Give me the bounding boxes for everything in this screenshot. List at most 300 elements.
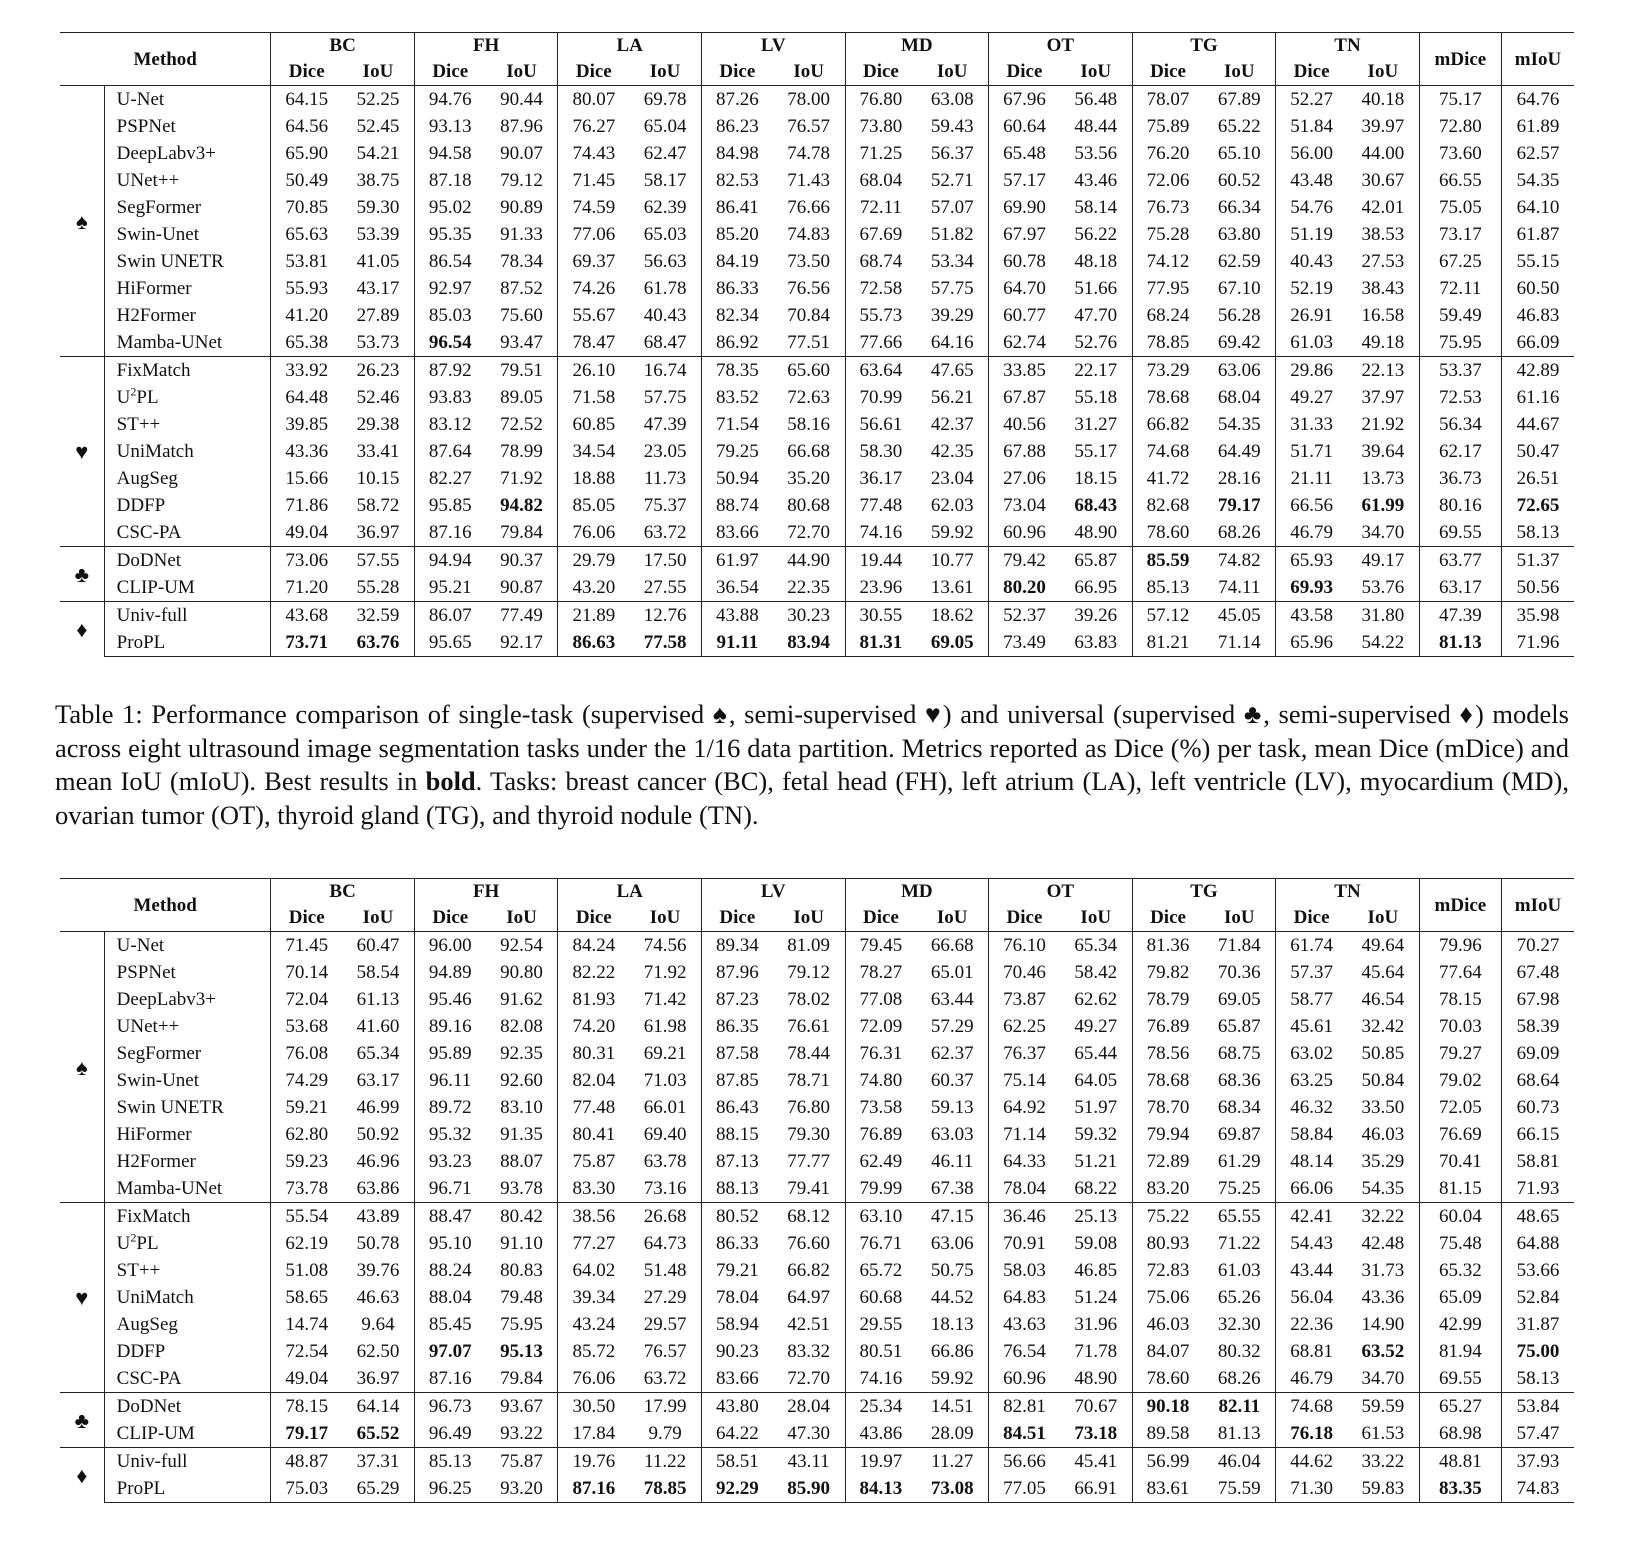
metric-cell: 27.55 <box>629 574 701 602</box>
metric-cell: 88.47 <box>414 1203 485 1231</box>
metric-cell: 56.34 <box>1419 411 1501 438</box>
metric-cell: 70.85 <box>285 197 329 218</box>
metric-cell: 56.63 <box>629 248 701 275</box>
metric-cell: 91.33 <box>486 221 558 248</box>
metric-cell: 36.46 <box>989 1203 1060 1231</box>
table-row <box>60 574 1574 602</box>
metric-cell: 26.68 <box>629 1203 701 1231</box>
metric-cell: 46.11 <box>916 1148 988 1175</box>
metric-cell: 76.89 <box>859 1124 903 1145</box>
metric-cell: 51.08 <box>285 1260 329 1281</box>
metric-cell: 96.25 <box>414 1475 485 1503</box>
task-header: TG <box>1132 33 1276 59</box>
metric-cell: 91.62 <box>486 986 558 1013</box>
group-symbol: ♦ <box>60 1448 104 1503</box>
metric-cell: 75.60 <box>486 302 558 329</box>
metric-cell: 91.11 <box>701 629 772 657</box>
metric-cell: 63.08 <box>916 86 988 114</box>
metric-cell: 53.56 <box>1060 140 1132 167</box>
table-row <box>60 1311 1574 1338</box>
metric-cell: 65.72 <box>859 1260 903 1281</box>
metric-cell: 72.06 <box>1146 170 1190 191</box>
metric-cell: 17.99 <box>629 1393 701 1421</box>
metric-cell: 32.22 <box>1347 1203 1419 1231</box>
metric-cell: 42.41 <box>1276 1203 1347 1231</box>
metric-cell: 31.33 <box>1290 414 1333 435</box>
metric-cell: 87.18 <box>428 170 472 191</box>
metric-cell: 80.20 <box>1003 577 1046 598</box>
metric-cell: 89.16 <box>428 1016 472 1037</box>
metric-cell: 78.27 <box>859 962 903 983</box>
metric-cell: 66.01 <box>629 1094 701 1121</box>
table-row <box>60 492 1574 519</box>
metric-cell: 75.06 <box>1146 1287 1190 1308</box>
metric-cell: 64.10 <box>1516 197 1560 218</box>
metric-cell: 71.84 <box>1203 932 1275 960</box>
metric-cell: 61.53 <box>1347 1420 1419 1448</box>
metric-cell: 65.03 <box>629 221 701 248</box>
metric-cell: 55.28 <box>342 574 414 602</box>
task-header: TN <box>1276 33 1420 59</box>
iou-subheader: IoU <box>629 904 701 932</box>
metric-cell: 93.22 <box>486 1420 558 1448</box>
metric-cell: 52.84 <box>1516 1287 1560 1308</box>
metric-cell: 65.55 <box>1203 1203 1275 1231</box>
dice-subheader: Dice <box>575 61 612 82</box>
metric-cell: 69.05 <box>916 629 988 657</box>
metric-cell: 53.76 <box>1347 574 1419 602</box>
metric-cell: 81.93 <box>572 989 616 1010</box>
metric-cell: 75.87 <box>486 1448 558 1476</box>
metric-cell: 29.55 <box>859 1314 903 1335</box>
metric-cell: 82.53 <box>715 170 759 191</box>
metric-cell: 96.54 <box>428 332 472 353</box>
metric-cell: 75.28 <box>1146 224 1190 245</box>
metric-cell: 61.98 <box>629 1013 701 1040</box>
metric-cell: 48.14 <box>1290 1151 1333 1172</box>
metric-cell: 22.13 <box>1347 357 1419 385</box>
metric-cell: 45.05 <box>1203 602 1275 630</box>
metric-cell: 23.96 <box>859 577 903 598</box>
metric-cell: 83.35 <box>1419 1475 1501 1503</box>
metric-cell: 34.70 <box>1347 519 1419 547</box>
metric-cell: 91.10 <box>486 1230 558 1257</box>
metric-cell: 53.84 <box>1502 1393 1574 1421</box>
metric-cell: 25.13 <box>1060 1203 1132 1231</box>
metric-cell: 68.26 <box>1203 1365 1275 1393</box>
metric-cell: 50.92 <box>342 1121 414 1148</box>
metric-cell: 92.35 <box>486 1040 558 1067</box>
metric-cell: 75.05 <box>1419 194 1501 221</box>
metric-cell: 59.08 <box>1060 1230 1132 1257</box>
metric-cell: 79.17 <box>285 1423 329 1444</box>
metric-cell: 27.06 <box>1003 468 1046 489</box>
dice-subheader: Dice <box>432 61 469 82</box>
metric-cell: 86.35 <box>715 1016 759 1037</box>
metric-cell: 76.27 <box>572 116 616 137</box>
table-row <box>60 547 1574 575</box>
table-2-body <box>60 932 1574 1503</box>
iou-subheader: IoU <box>1060 58 1132 86</box>
metric-cell: 44.67 <box>1516 414 1560 435</box>
metric-cell: 22.17 <box>1060 357 1132 385</box>
metric-cell: 95.13 <box>486 1338 558 1365</box>
metric-cell: 58.72 <box>342 492 414 519</box>
metric-cell: 95.10 <box>428 1233 472 1254</box>
metric-cell: 69.40 <box>629 1121 701 1148</box>
metric-cell: 60.85 <box>572 414 616 435</box>
metric-cell: 70.99 <box>859 387 903 408</box>
table-row <box>60 1475 1574 1503</box>
metric-cell: 39.85 <box>285 414 329 435</box>
method-name: Mamba-UNet <box>104 1175 271 1203</box>
mdice-header: mDice <box>1419 33 1501 86</box>
metric-cell: 74.29 <box>285 1070 329 1091</box>
metric-cell: 53.73 <box>342 329 414 357</box>
metric-cell: 32.30 <box>1203 1311 1275 1338</box>
metric-cell: 62.50 <box>342 1338 414 1365</box>
task-header: LA <box>558 879 702 905</box>
metric-cell: 46.79 <box>1290 1368 1333 1389</box>
metric-cell: 67.88 <box>1003 441 1046 462</box>
metric-cell: 76.69 <box>1419 1121 1501 1148</box>
caption-text: Table 1: Performance comparison of single-task (supervised ♠, semi-supervised ♥) and universal (supervised ♣, semi-supervised ♦) models across eight ultrasound image segmentation tasks under the 1/16 data partition. Metrics reported as Dice (%) per task, mean Dice (mDice) and mean IoU (mIoU). Best results in <box>55 699 1569 796</box>
metric-cell: 80.31 <box>572 1043 616 1064</box>
task-header: BC <box>271 879 415 905</box>
metric-cell: 63.78 <box>629 1148 701 1175</box>
metric-cell: 79.84 <box>486 1365 558 1393</box>
metric-cell: 75.22 <box>1132 1203 1203 1231</box>
metric-cell: 81.09 <box>773 932 845 960</box>
metric-cell: 11.22 <box>629 1448 701 1476</box>
metric-cell: 79.45 <box>845 932 916 960</box>
metric-cell: 71.93 <box>1516 1178 1560 1199</box>
metric-cell: 60.64 <box>1003 116 1046 137</box>
metric-cell: 68.36 <box>1203 1067 1275 1094</box>
metric-cell: 65.87 <box>1203 1013 1275 1040</box>
metric-cell: 60.68 <box>859 1287 903 1308</box>
metric-cell: 85.13 <box>414 1448 485 1476</box>
table-row <box>60 438 1574 465</box>
metric-cell: 31.73 <box>1347 1257 1419 1284</box>
metric-cell: 83.52 <box>715 387 759 408</box>
metric-cell: 54.43 <box>1290 1233 1333 1254</box>
table-1-body <box>60 86 1574 657</box>
metric-cell: 67.10 <box>1203 275 1275 302</box>
metric-cell: 64.33 <box>1003 1151 1046 1172</box>
metric-cell: 96.11 <box>429 1070 472 1091</box>
metric-cell: 63.52 <box>1347 1338 1419 1365</box>
metric-cell: 87.23 <box>715 989 759 1010</box>
table-row <box>60 1094 1574 1121</box>
iou-subheader: IoU <box>773 904 845 932</box>
metric-cell: 56.61 <box>859 414 903 435</box>
metric-cell: 36.97 <box>342 1365 414 1393</box>
metric-cell: 69.93 <box>1290 577 1333 598</box>
metric-cell: 58.94 <box>715 1314 759 1335</box>
metric-cell: 84.19 <box>715 251 759 272</box>
method-name: HiFormer <box>104 1121 271 1148</box>
metric-cell: 63.17 <box>342 1067 414 1094</box>
metric-cell: 59.92 <box>916 1365 988 1393</box>
metric-cell: 48.18 <box>1060 248 1132 275</box>
metric-cell: 81.13 <box>1203 1420 1275 1448</box>
metric-cell: 68.74 <box>859 251 903 272</box>
metric-cell: 93.20 <box>486 1475 558 1503</box>
metric-cell: 78.07 <box>1132 86 1203 114</box>
metric-cell: 71.86 <box>285 495 329 516</box>
metric-cell: 65.48 <box>1003 143 1046 164</box>
metric-cell: 10.15 <box>342 465 414 492</box>
metric-cell: 89.05 <box>486 384 558 411</box>
metric-cell: 66.68 <box>773 438 845 465</box>
metric-cell: 62.59 <box>1203 248 1275 275</box>
metric-cell: 33.50 <box>1347 1094 1419 1121</box>
metric-cell: 64.83 <box>1003 1287 1046 1308</box>
metric-cell: 34.70 <box>1347 1365 1419 1393</box>
metric-cell: 53.66 <box>1516 1260 1560 1281</box>
metric-cell: 40.18 <box>1347 86 1419 114</box>
metric-cell: 76.60 <box>773 1230 845 1257</box>
metric-cell: 86.43 <box>715 1097 759 1118</box>
metric-cell: 82.04 <box>572 1070 616 1091</box>
table-row <box>60 1257 1574 1284</box>
metric-cell: 81.15 <box>1419 1175 1501 1203</box>
metric-cell: 33.41 <box>342 438 414 465</box>
metric-cell: 69.78 <box>629 86 701 114</box>
metric-cell: 93.13 <box>428 116 472 137</box>
metric-cell: 69.09 <box>1516 1043 1560 1064</box>
metric-cell: 31.87 <box>1516 1314 1560 1335</box>
metric-cell: 14.74 <box>285 1314 329 1335</box>
metric-cell: 49.17 <box>1347 547 1419 575</box>
metric-cell: 95.85 <box>428 495 472 516</box>
group-symbol: ♣ <box>60 1393 104 1448</box>
metric-cell: 65.34 <box>1060 932 1132 960</box>
metric-cell: 76.80 <box>845 86 916 114</box>
metric-cell: 75.37 <box>629 492 701 519</box>
metric-cell: 66.91 <box>1060 1475 1132 1503</box>
metric-cell: 62.25 <box>1003 1016 1046 1037</box>
metric-cell: 63.72 <box>629 1365 701 1393</box>
metric-cell: 56.00 <box>1290 143 1333 164</box>
metric-cell: 45.61 <box>1290 1016 1333 1037</box>
metric-cell: 89.72 <box>428 1097 472 1118</box>
metric-cell: 72.58 <box>859 278 903 299</box>
metric-cell: 79.42 <box>989 547 1060 575</box>
metric-cell: 84.13 <box>845 1475 916 1503</box>
dice-subheader: Dice <box>862 907 899 928</box>
metric-cell: 82.11 <box>1203 1393 1275 1421</box>
metric-cell: 46.04 <box>1203 1448 1275 1476</box>
metric-cell: 29.79 <box>558 547 629 575</box>
metric-cell: 86.33 <box>715 1233 759 1254</box>
metric-cell: 62.17 <box>1419 438 1501 465</box>
metric-cell: 63.17 <box>1419 574 1501 602</box>
table-row <box>60 465 1574 492</box>
metric-cell: 65.60 <box>773 357 845 385</box>
method-name: UNet++ <box>104 167 271 194</box>
metric-cell: 58.65 <box>285 1287 329 1308</box>
metric-cell: 84.07 <box>1146 1341 1190 1362</box>
table-row <box>60 1393 1574 1421</box>
metric-cell: 81.21 <box>1132 629 1203 657</box>
metric-cell: 43.44 <box>1290 1260 1333 1281</box>
metric-cell: 39.29 <box>916 302 988 329</box>
metric-cell: 74.59 <box>572 197 616 218</box>
metric-cell: 58.13 <box>1516 522 1560 543</box>
metric-cell: 51.84 <box>1290 116 1333 137</box>
metric-cell: 62.62 <box>1060 986 1132 1013</box>
metric-cell: 78.70 <box>1146 1097 1190 1118</box>
metric-cell: 46.03 <box>1146 1314 1190 1335</box>
metric-cell: 90.37 <box>486 547 558 575</box>
metric-cell: 41.20 <box>285 305 329 326</box>
metric-cell: 43.20 <box>572 577 616 598</box>
method-name: DoDNet <box>104 1393 271 1421</box>
method-name: CSC-PA <box>104 1365 271 1393</box>
metric-cell: 80.41 <box>572 1124 616 1145</box>
metric-cell: 43.58 <box>1276 602 1347 630</box>
metric-cell: 92.17 <box>486 629 558 657</box>
metric-cell: 76.37 <box>1003 1043 1046 1064</box>
task-header: MD <box>845 879 989 905</box>
table-row <box>60 140 1574 167</box>
metric-cell: 79.48 <box>486 1284 558 1311</box>
group-symbol: ♠ <box>60 932 104 1203</box>
metric-cell: 52.27 <box>1276 86 1347 114</box>
metric-cell: 74.82 <box>1203 547 1275 575</box>
task-header: MD <box>845 33 989 59</box>
metric-cell: 65.93 <box>1276 547 1347 575</box>
metric-cell: 73.80 <box>859 116 903 137</box>
metric-cell: 58.03 <box>1003 1260 1046 1281</box>
metric-cell: 60.78 <box>1003 251 1046 272</box>
metric-cell: 60.96 <box>1003 522 1046 543</box>
metric-cell: 68.12 <box>773 1203 845 1231</box>
dice-subheader: Dice <box>1006 61 1043 82</box>
metric-cell: 58.17 <box>629 167 701 194</box>
metric-cell: 38.75 <box>342 167 414 194</box>
metric-cell: 33.92 <box>271 357 342 385</box>
metric-cell: 68.64 <box>1516 1070 1560 1091</box>
metric-cell: 51.21 <box>1060 1148 1132 1175</box>
metric-cell: 9.64 <box>342 1311 414 1338</box>
metric-cell: 74.11 <box>1203 574 1275 602</box>
metric-cell: 85.59 <box>1132 547 1203 575</box>
metric-cell: 74.68 <box>1276 1393 1347 1421</box>
metric-cell: 63.76 <box>342 629 414 657</box>
metric-cell: 70.46 <box>1003 962 1046 983</box>
metric-cell: 43.46 <box>1060 167 1132 194</box>
metric-cell: 64.22 <box>715 1423 759 1444</box>
metric-cell: 75.89 <box>1146 116 1190 137</box>
metric-cell: 53.34 <box>916 248 988 275</box>
method-name: AugSeg <box>104 465 271 492</box>
metric-cell: 75.14 <box>1003 1070 1046 1091</box>
metric-cell: 69.37 <box>572 251 616 272</box>
metric-cell: 19.97 <box>845 1448 916 1476</box>
metric-cell: 70.91 <box>1003 1233 1046 1254</box>
metric-cell: 64.02 <box>572 1260 616 1281</box>
metric-cell: 58.54 <box>342 959 414 986</box>
task-header: TN <box>1276 879 1420 905</box>
metric-cell: 48.87 <box>271 1448 342 1476</box>
metric-cell: 72.63 <box>773 384 845 411</box>
metric-cell: 76.56 <box>773 275 845 302</box>
metric-cell: 43.17 <box>342 275 414 302</box>
metric-cell: 65.63 <box>285 224 329 245</box>
metric-cell: 62.03 <box>916 492 988 519</box>
metric-cell: 56.48 <box>1060 86 1132 114</box>
metric-cell: 65.29 <box>342 1475 414 1503</box>
metric-cell: 69.87 <box>1203 1121 1275 1148</box>
metric-cell: 32.59 <box>342 602 414 630</box>
metric-cell: 48.90 <box>1060 1365 1132 1393</box>
metric-cell: 79.27 <box>1419 1040 1501 1067</box>
metric-cell: 60.04 <box>1419 1203 1501 1231</box>
method-name: FixMatch <box>104 357 271 385</box>
metric-cell: 66.68 <box>916 932 988 960</box>
metric-cell: 67.87 <box>1003 387 1046 408</box>
metric-cell: 65.87 <box>1060 547 1132 575</box>
metric-cell: 44.62 <box>1276 1448 1347 1476</box>
metric-cell: 73.50 <box>773 248 845 275</box>
metric-cell: 80.32 <box>1203 1338 1275 1365</box>
metric-cell: 76.18 <box>1290 1423 1333 1444</box>
metric-cell: 19.44 <box>845 547 916 575</box>
metric-cell: 67.25 <box>1419 248 1501 275</box>
metric-cell: 76.57 <box>629 1338 701 1365</box>
metric-cell: 94.94 <box>414 547 485 575</box>
metric-cell: 87.13 <box>715 1151 759 1172</box>
metric-cell: 60.52 <box>1203 167 1275 194</box>
metric-cell: 50.94 <box>715 468 759 489</box>
metric-cell: 85.72 <box>572 1341 616 1362</box>
group-symbol: ♦ <box>60 602 104 657</box>
metric-cell: 83.94 <box>773 629 845 657</box>
metric-cell: 50.49 <box>285 170 329 191</box>
metric-cell: 73.18 <box>1060 1420 1132 1448</box>
metric-cell: 21.11 <box>1290 468 1333 489</box>
metric-cell: 82.68 <box>1146 495 1190 516</box>
metric-cell: 88.04 <box>428 1287 472 1308</box>
metric-cell: 68.22 <box>1060 1175 1132 1203</box>
metric-cell: 46.83 <box>1516 305 1560 326</box>
metric-cell: 57.07 <box>916 194 988 221</box>
metric-cell: 35.29 <box>1347 1148 1419 1175</box>
metric-cell: 50.75 <box>916 1257 988 1284</box>
metric-cell: 41.05 <box>342 248 414 275</box>
metric-cell: 37.31 <box>342 1448 414 1476</box>
metric-cell: 75.17 <box>1419 86 1501 114</box>
metric-cell: 74.83 <box>773 221 845 248</box>
metric-cell: 78.71 <box>773 1067 845 1094</box>
metric-cell: 66.15 <box>1516 1124 1560 1145</box>
metric-cell: 59.49 <box>1419 302 1501 329</box>
metric-cell: 76.31 <box>859 1043 903 1064</box>
method-name: FixMatch <box>104 1203 271 1231</box>
metric-cell: 87.16 <box>428 1368 472 1389</box>
metric-cell: 46.99 <box>342 1094 414 1121</box>
metric-cell: 34.54 <box>572 441 616 462</box>
metric-cell: 79.99 <box>859 1178 903 1199</box>
metric-cell: 49.64 <box>1347 932 1419 960</box>
metric-cell: 77.48 <box>859 495 903 516</box>
metric-cell: 80.68 <box>773 492 845 519</box>
metric-cell: 93.67 <box>486 1393 558 1421</box>
method-name: ST++ <box>104 411 271 438</box>
